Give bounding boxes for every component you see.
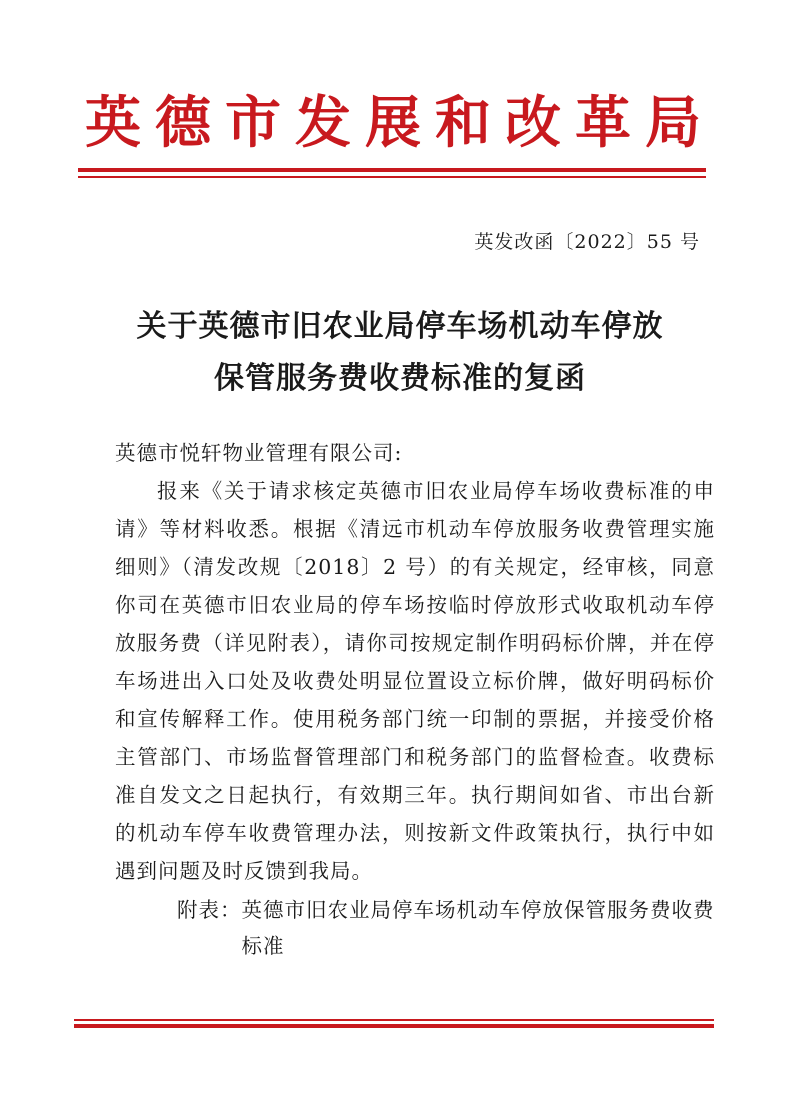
appendix: [177, 892, 717, 964]
letterhead-rule-thin: [78, 176, 706, 178]
appendix-label: 附表：: [177, 898, 242, 922]
org-letterhead-title: 英德市发展和改革局: [85, 90, 715, 156]
document-number: 英发改函〔2022〕55 号: [474, 231, 700, 253]
appendix-content: 英德市旧农业局停车场机动车停放保管服务费收费标准: [241, 898, 715, 958]
document-title-line-2: 保管服务费收费标准的复函: [214, 361, 586, 396]
document-title-line-1: 关于英德市旧农业局停车场机动车停放: [136, 309, 664, 344]
footer-rule-thin: [74, 1019, 714, 1021]
addressee: 英德市悦轩物业管理有限公司:: [115, 441, 403, 465]
footer-rule-thick: [74, 1024, 714, 1028]
letterhead-rule-thick: [78, 168, 706, 172]
body-paragraph: 报来《关于请求核定英德市旧农业局停车场收费标准的申请》等材料收悉。根据《清远市机动车停放服务收费管理实施细则》（清发改规〔2018〕2 号）的有关规定，经审核，同意你司在英德市旧农业局的停车场按临时停放形式收取机动车停放服务费（详见附表），请你司按规定制作明码标价牌，并在停车场进出入口处及收费处明显位置设立标价牌，做好明码标价和宣传解释工作。使用税务部门统一印制的票据，并接受价格主管部门、市场监督管理部门和税务部门的监督检查。收费标准自发文之日起执行，有效期三年。执行期间如省、市出台新的机动车停车收费管理办法，则按新文件政策执行，执行中如遇到问题及时反馈到我局。: [115, 479, 715, 883]
